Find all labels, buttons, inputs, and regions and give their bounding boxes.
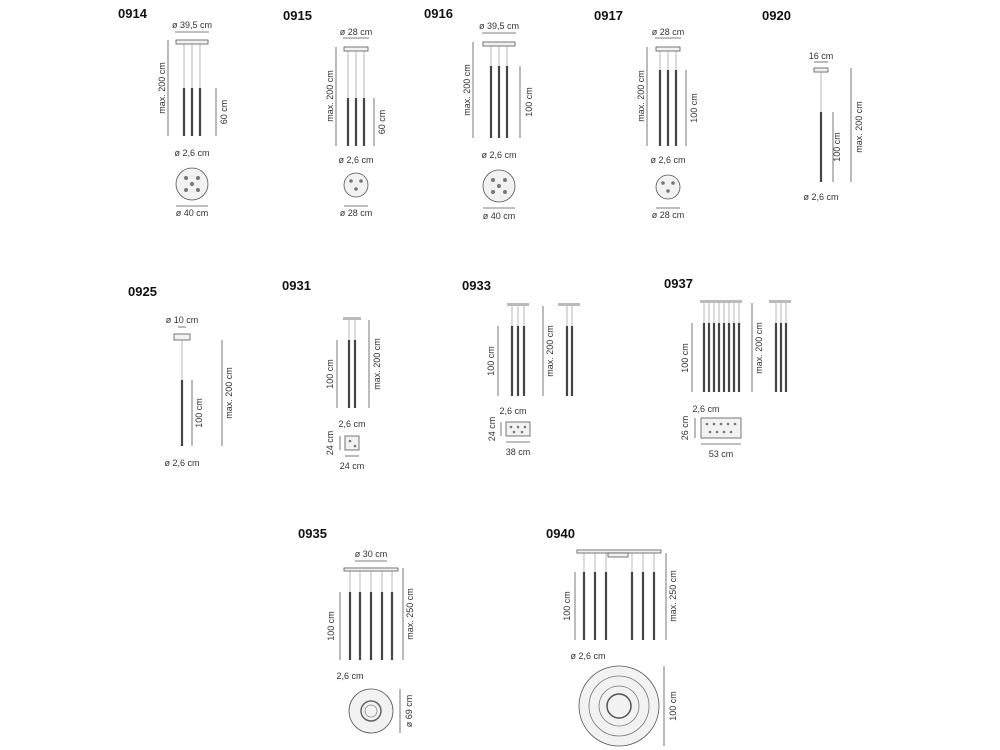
rod-diameter-label: ø 2,6 cm bbox=[481, 150, 517, 160]
canopy bbox=[174, 334, 190, 340]
rod-diameter-label: ø 2,6 cm bbox=[803, 192, 839, 202]
max-height-label: max. 200 cm bbox=[224, 367, 234, 419]
max-height-label: max. 250 cm bbox=[405, 588, 415, 640]
rod-cluster bbox=[704, 303, 739, 392]
canopy-box bbox=[608, 553, 628, 557]
drop-label: 100 cm bbox=[326, 611, 336, 641]
hole bbox=[349, 179, 353, 183]
product-code: 0915 bbox=[283, 8, 312, 23]
canopy bbox=[483, 42, 515, 46]
drop-label: 100 cm bbox=[486, 346, 496, 376]
drop-label: 100 cm bbox=[194, 398, 204, 428]
top-diameter-label: ø 39,5 cm bbox=[478, 21, 520, 31]
hole bbox=[503, 190, 507, 194]
drop-label: 100 cm bbox=[680, 343, 690, 373]
hole bbox=[491, 178, 495, 182]
hole bbox=[190, 182, 194, 186]
hole bbox=[184, 176, 188, 180]
ceiling-plate-side bbox=[558, 303, 580, 306]
product-0916 bbox=[424, 6, 534, 221]
product-code: 0937 bbox=[664, 276, 693, 291]
base-diameter-label: ø 40 cm bbox=[482, 211, 516, 221]
ceiling-rose-top-view bbox=[656, 175, 680, 199]
product-0917 bbox=[594, 8, 699, 220]
product-0937 bbox=[664, 276, 791, 459]
ceiling-plate bbox=[343, 317, 361, 320]
product-code: 0917 bbox=[594, 8, 623, 23]
product-0915 bbox=[283, 8, 387, 218]
max-height-label: max. 200 cm bbox=[754, 322, 764, 374]
product-0925 bbox=[128, 284, 234, 468]
rod-diameter-label: ø 2,6 cm bbox=[164, 458, 200, 468]
product-code: 0925 bbox=[128, 284, 157, 299]
base-width-label: 38 cm bbox=[505, 447, 531, 457]
ceiling-plate bbox=[507, 303, 529, 306]
ceiling-rose-top-view bbox=[349, 689, 393, 733]
ceiling-rose-top-view bbox=[579, 666, 659, 746]
max-height-label: max. 200 cm bbox=[636, 70, 646, 122]
canopy bbox=[814, 68, 828, 72]
ceiling-plate bbox=[700, 300, 742, 303]
ceiling-plate-top-view bbox=[345, 436, 359, 450]
canopy bbox=[344, 47, 368, 51]
hole bbox=[359, 179, 363, 183]
product-code: 0916 bbox=[424, 6, 453, 21]
hole bbox=[196, 188, 200, 192]
product-0920 bbox=[762, 8, 864, 202]
hole bbox=[354, 187, 358, 191]
hole bbox=[517, 426, 520, 429]
ceiling-rose-top-view bbox=[344, 173, 368, 197]
hole bbox=[349, 440, 352, 443]
ceiling-plate-top-view bbox=[506, 422, 530, 436]
top-diameter-label: ø 30 cm bbox=[354, 549, 388, 559]
top-diameter-label: ø 28 cm bbox=[651, 27, 685, 37]
ceiling-plate-side bbox=[769, 300, 791, 303]
rod-diameter-label: ø 2,6 cm bbox=[570, 651, 606, 661]
canopy bbox=[656, 47, 680, 51]
canopy bbox=[176, 40, 208, 44]
rod-diameter-label: ø 2,6 cm bbox=[174, 148, 210, 158]
rod-diameter-label: ø 2,6 cm bbox=[338, 155, 374, 165]
product-code: 0935 bbox=[298, 526, 327, 541]
max-height-label: max. 200 cm bbox=[372, 338, 382, 390]
rod-diameter-label: 2,6 cm bbox=[338, 419, 366, 429]
base-diameter-label: ø 40 cm bbox=[175, 208, 209, 218]
rod-diameter-label: ø 2,6 cm bbox=[650, 155, 686, 165]
rod-diameter-label: 2,6 cm bbox=[499, 406, 527, 416]
product-0940 bbox=[546, 526, 678, 746]
hole bbox=[184, 188, 188, 192]
ceiling-plate-top-view bbox=[701, 418, 741, 438]
drop-label: 60 cm bbox=[219, 99, 229, 125]
product-code: 0931 bbox=[282, 278, 311, 293]
max-height-label: max. 200 cm bbox=[157, 62, 167, 114]
canopy bbox=[344, 568, 398, 571]
base-height-label: 26 cm bbox=[680, 415, 690, 441]
hole bbox=[491, 190, 495, 194]
drop-label: 100 cm bbox=[832, 132, 842, 162]
max-height-label: max. 250 cm bbox=[668, 570, 678, 622]
hole bbox=[524, 426, 527, 429]
drop-label: 100 cm bbox=[689, 93, 699, 123]
max-height-label: max. 200 cm bbox=[462, 64, 472, 116]
top-diameter-label: ø 39,5 cm bbox=[171, 20, 213, 30]
drop-label: 100 cm bbox=[562, 591, 572, 621]
hole bbox=[521, 431, 524, 434]
canopy-bar bbox=[577, 550, 661, 553]
base-height-label: 24 cm bbox=[325, 430, 335, 456]
drop-label: 100 cm bbox=[524, 87, 534, 117]
base-width-label: 24 cm bbox=[339, 461, 365, 471]
base-diameter-label: ø 28 cm bbox=[339, 208, 373, 218]
product-code: 0914 bbox=[118, 6, 147, 21]
hole bbox=[503, 178, 507, 182]
drop-label: 100 cm bbox=[325, 359, 335, 389]
max-height-label: max. 200 cm bbox=[854, 101, 864, 153]
max-height-label: max. 200 cm bbox=[545, 325, 555, 377]
base-diameter-label: ø 28 cm bbox=[651, 210, 685, 220]
hole bbox=[671, 181, 675, 185]
rod-diameter-label: 2,6 cm bbox=[336, 671, 364, 681]
hole bbox=[196, 176, 200, 180]
max-height-label: max. 200 cm bbox=[325, 70, 335, 122]
top-diameter-label: ø 10 cm bbox=[165, 315, 199, 325]
hole bbox=[354, 445, 357, 448]
top-diameter-label: ø 28 cm bbox=[339, 27, 373, 37]
product-code: 0940 bbox=[546, 526, 575, 541]
product-code: 0933 bbox=[462, 278, 491, 293]
base-diameter-label: 100 cm bbox=[668, 691, 678, 721]
rod-cluster bbox=[584, 553, 654, 640]
hole bbox=[497, 184, 501, 188]
hole bbox=[510, 426, 513, 429]
drop-label: 60 cm bbox=[377, 109, 387, 135]
base-height-label: 24 cm bbox=[487, 416, 497, 442]
base-width-label: 53 cm bbox=[708, 449, 734, 459]
product-0914 bbox=[118, 6, 229, 218]
product-0935 bbox=[298, 526, 415, 733]
hole bbox=[666, 189, 670, 193]
product-0931 bbox=[282, 278, 382, 471]
top-width-label: 16 cm bbox=[808, 51, 834, 61]
rod-cluster bbox=[350, 571, 392, 660]
rod-diameter-label: 2,6 cm bbox=[692, 404, 720, 414]
hole bbox=[513, 431, 516, 434]
product-0933 bbox=[462, 278, 580, 457]
base-diameter-label: ø 69 cm bbox=[404, 694, 414, 728]
product-code: 0920 bbox=[762, 8, 791, 23]
hole bbox=[661, 181, 665, 185]
